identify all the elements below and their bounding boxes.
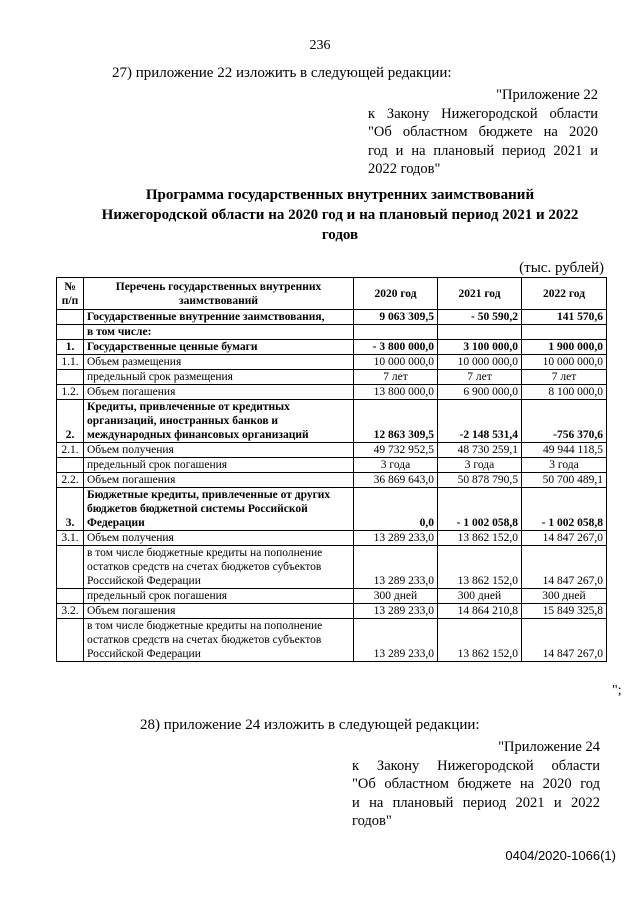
row-value-2022: 7 лет [522,370,607,385]
table-row [57,443,607,458]
annex-line: год и на плановый период 2021 и [368,142,598,159]
row-value-2022: 14 847 267,0 [522,531,607,546]
row-value-2020: 10 000 000,0 [354,355,438,370]
row-number: 3.1. [57,531,84,546]
row-value-2021: 50 878 790,5 [438,473,522,488]
row-value-2022: 300 дней [522,589,607,604]
row-value-2022: 14 847 267,0 [522,619,607,662]
row-number: 1.2. [57,385,84,400]
table-row [57,310,607,325]
row-value-2021: 300 дней [438,589,522,604]
row-value-2021: -2 148 531,4 [438,400,522,443]
row-value-2021 [438,325,522,340]
row-value-2022: 50 700 489,1 [522,473,607,488]
row-number: 1.1. [57,355,84,370]
row-name: Бюджетные кредиты, привлеченные от других бюджетов бюджетной системы Российской Федерации [84,488,354,531]
annex-line: "Приложение 22 [496,87,598,103]
row-value-2020: 13 289 233,0 [354,531,438,546]
row-number [57,370,84,385]
row-value-2020: 12 863 309,5 [354,400,438,443]
row-value-2021: 3 100 000,0 [438,340,522,355]
header-name: Перечень государственных внутренних заимствований [84,278,354,310]
row-name: в том числе: [84,325,354,340]
row-value-2020: - 3 800 000,0 [354,340,438,355]
title-line: Программа государственных внутренних заимствований [145,187,535,203]
row-number: 1. [57,340,84,355]
row-value-2020: 13 289 233,0 [354,619,438,662]
row-name: Государственные внутренние заимствования, [84,310,354,325]
row-value-2020: 300 дней [354,589,438,604]
annex-24-block [352,738,600,831]
row-value-2021: 6 900 000,0 [438,385,522,400]
row-value-2021: 48 730 259,1 [438,443,522,458]
table-row [57,340,607,355]
row-name: предельный срок погашения [84,458,354,473]
row-name: Объем получения [84,531,354,546]
page-number: 236 [309,38,331,53]
row-value-2022: - 1 002 058,8 [522,488,607,531]
annex-line: "Об областном бюджете на 2020 [368,124,598,140]
document-title [60,185,620,245]
header-2022: 2022 год [522,278,607,310]
row-value-2020: 13 289 233,0 [354,604,438,619]
row-number [57,619,84,662]
row-value-2021: 13 862 152,0 [438,531,522,546]
row-name: Объем размещения [84,355,354,370]
row-name: Объем погашения [84,604,354,619]
header-2020: 2020 год [354,278,438,310]
table-row [57,619,607,662]
table-row [57,325,607,340]
row-name: предельный срок размещения [84,370,354,385]
table-row [57,589,607,604]
row-number [57,458,84,473]
row-value-2020: 13 800 000,0 [354,385,438,400]
row-number [57,589,84,604]
row-name: в том числе бюджетные кредиты на пополнение остатков средств на счетах бюджетов субъектов Российской Федерации [84,619,354,662]
row-name: Объем погашения [84,473,354,488]
row-number: 2. [57,400,84,443]
row-value-2021: 10 000 000,0 [438,355,522,370]
annex-line: к Закону Нижегородской области [352,757,600,774]
table-row [57,531,607,546]
row-name: в том числе бюджетные кредиты на пополнение остатков средств на счетах бюджетов субъектов Российской Федерации [84,546,354,589]
row-value-2022: 15 849 325,8 [522,604,607,619]
row-value-2022: 3 года [522,458,607,473]
table-row [57,473,607,488]
table-row [57,546,607,589]
annex-line: "Об областном бюджете на 2020 год [352,776,600,792]
row-value-2021: 13 862 152,0 [438,619,522,662]
row-value-2021: 3 года [438,458,522,473]
row-number: 3.2. [57,604,84,619]
row-value-2022: 49 944 118,5 [522,443,607,458]
row-number: 2.1. [57,443,84,458]
row-number: 3. [57,488,84,531]
borrowing-program-table [56,277,607,662]
title-line: Нижегородской области на 2020 год и на плановый период 2021 и 2022 [101,207,579,223]
annex-line: годов" [352,813,392,829]
unit-label: (тыс. рублей) [519,260,604,276]
row-number [57,325,84,340]
table-body [57,310,607,662]
annex-line: "Приложение 24 [498,739,600,755]
table-row [57,604,607,619]
table-row [57,385,607,400]
row-value-2022: 14 847 267,0 [522,546,607,589]
row-value-2022: 10 000 000,0 [522,355,607,370]
row-value-2020: 3 года [354,458,438,473]
row-value-2020: 0,0 [354,488,438,531]
table-row [57,355,607,370]
row-value-2022 [522,325,607,340]
row-value-2020: 49 732 952,5 [354,443,438,458]
row-value-2021: 14 864 210,8 [438,604,522,619]
row-value-2022: -756 370,6 [522,400,607,443]
table-row [57,458,607,473]
annex-22-block [368,86,598,179]
row-name: предельный срок погашения [84,589,354,604]
row-number [57,546,84,589]
title-line: годов [321,227,359,243]
row-value-2021: - 1 002 058,8 [438,488,522,531]
row-value-2022: 141 570,6 [522,310,607,325]
row-value-2021: - 50 590,2 [438,310,522,325]
instruction-28: 28) приложение 24 изложить в следующей редакции: [140,717,480,733]
row-value-2020: 9 063 309,5 [354,310,438,325]
row-value-2021: 7 лет [438,370,522,385]
row-value-2020 [354,325,438,340]
table-row [57,488,607,531]
row-name: Объем погашения [84,385,354,400]
annex-line: к Закону Нижегородской области [368,105,598,122]
annex-line: и на плановый период 2021 и 2022 [352,794,600,811]
annex-line: 2022 годов" [368,161,441,177]
row-name: Объем получения [84,443,354,458]
row-value-2020: 36 869 643,0 [354,473,438,488]
row-value-2021: 13 862 152,0 [438,546,522,589]
table-row [57,370,607,385]
header-num: № п/п [57,278,84,310]
row-number [57,310,84,325]
instruction-27: 27) приложение 22 изложить в следующей редакции: [112,65,452,81]
header-2021: 2021 год [438,278,522,310]
row-name: Кредиты, привлеченные от кредитных организаций, иностранных банков и международных финансовых организаций [84,400,354,443]
row-value-2022: 8 100 000,0 [522,385,607,400]
row-number: 2.2. [57,473,84,488]
row-value-2020: 7 лет [354,370,438,385]
row-value-2020: 13 289 233,0 [354,546,438,589]
closing-quote-mark: "; [612,683,622,698]
document-code: 0404/2020-1066(1) [505,848,616,863]
table-header-row [57,278,607,310]
row-name: Государственные ценные бумаги [84,340,354,355]
row-value-2022: 1 900 000,0 [522,340,607,355]
table-row [57,400,607,443]
